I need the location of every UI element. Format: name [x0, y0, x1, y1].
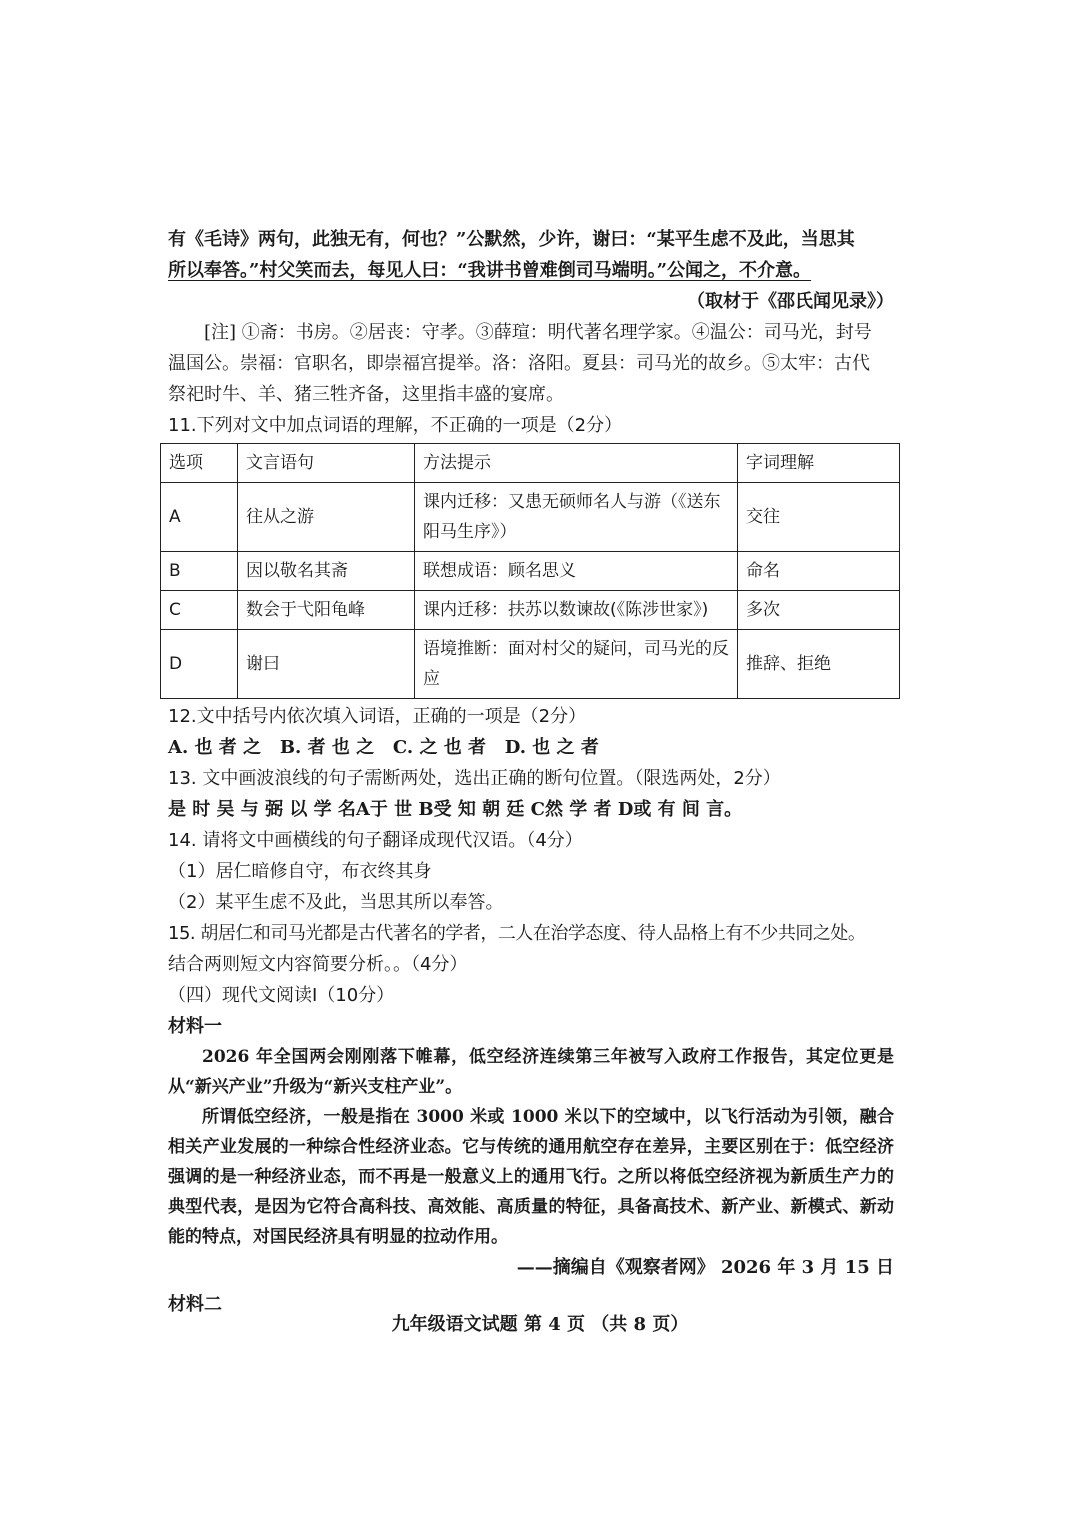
cell-sentence: 谢曰 — [238, 630, 415, 699]
cell-option: A — [161, 483, 238, 552]
exam-page — [168, 224, 894, 1320]
cell-method: 课内迁移：扶苏以数谏故(《陈涉世家》) — [415, 591, 738, 630]
q11-table — [160, 443, 900, 699]
material-1-para-1: 2026 年全国两会刚刚落下帷幕，低空经济连续第三年被写入政府工作报告，其定位更是从“新兴产业”升级为“新兴支柱产业”。 — [168, 1047, 894, 1097]
passage-line-2 — [168, 255, 894, 286]
col-header-sentence: 文言语句 — [238, 444, 415, 483]
material-2-label: 材料二 — [168, 1294, 222, 1315]
notes-line-2: 温国公。崇福：官职名，即崇福宫提举。洛：洛阳。夏县：司马光的故乡。⑤太牢：古代 — [168, 353, 870, 374]
cell-meaning: 命名 — [738, 552, 900, 591]
q15-line-2: 结合两则短文内容简要分析。。（4分） — [168, 954, 468, 975]
cell-option: B — [161, 552, 238, 591]
q14-item-2: （2）某平生虑不及此，当思其所以奉答。 — [168, 892, 504, 913]
q13-sentence: 是 时 吴 与 弼 以 学 名A于 世 B受 知 朝 廷 C然 学 者 D或 有 间 言。 — [168, 799, 743, 820]
table-row — [161, 630, 900, 699]
material-1-citation: ——摘编自《观察者网》 2026 年 3 月 15 日 — [516, 1257, 894, 1278]
q13-title: 13. 文中画波浪线的句子需断两处，选出正确的断句位置。（限选两处，2分） — [168, 768, 781, 789]
passage-source: （取材于《邵氏闻见录》） — [687, 291, 894, 312]
cell-meaning: 交往 — [738, 483, 900, 552]
page-footer: 九年级语文试题 第 4 页 （共 8 页） — [391, 1314, 689, 1335]
passage-line-1 — [168, 224, 894, 255]
col-header-option: 选项 — [161, 444, 238, 483]
material-1-label: 材料一 — [168, 1016, 222, 1037]
cell-method: 课内迁移：又患无硕师名人与游（《送东阳马生序》） — [415, 483, 738, 552]
col-header-method: 方法提示 — [415, 444, 738, 483]
table-row — [161, 552, 900, 591]
notes-line-3: 祭祀时牛、羊、猪三牲齐备，这里指丰盛的宴席。 — [168, 384, 564, 405]
cell-method: 语境推断：面对村父的疑问，司马光的反应 — [415, 630, 738, 699]
col-header-meaning: 字词理解 — [738, 444, 900, 483]
passage-line-2-text: 所以奉答。”村父笑而去，每见人曰：“我讲书曾难倒司马端明。”公闻之，不介意。 — [168, 260, 812, 281]
table-row — [161, 591, 900, 630]
q14-item-1: （1）居仁暗修自守，布衣终其身 — [168, 861, 432, 882]
q12-options: A. 也 者 之 B. 者 也 之 C. 之 也 者 D. 也 之 者 — [168, 737, 599, 758]
table-row — [161, 483, 900, 552]
cell-option: C — [161, 591, 238, 630]
q11-title: 11.下列对文中加点词语的理解，不正确的一项是（2分） — [168, 415, 623, 436]
material-1-para-2: 所谓低空经济，一般是指在 3000 米或 1000 米以下的空域中，以飞行活动为引领，融合相关产业发展的一种综合性经济业态。它与传统的通用航空存在差异，主要区别在于：低空经济强调的是一种经济业态，而不再是一般意义上的通用飞行。之所以将低空经济视为新质生产力的典型代表，是因为它符合高科技、高效能、高质量的特征，具备高技术、新产业、新模式、新动能的特点，对国民经济具有明显的拉动作用。 — [168, 1107, 894, 1247]
q14-title: 14. 请将文中画横线的句子翻译成现代汉语。（4分） — [168, 830, 583, 851]
passage-line-1-text: 有《毛诗》两句，此独无有，何也？”公默然，少许，谢曰：“某平生虑不及此，当思其 — [168, 229, 855, 250]
notes-line-1: [注] ①斋：书房。②居丧：守孝。③薛瑄：明代著名理学家。④温公：司马光，封号 — [204, 322, 872, 343]
cell-meaning: 多次 — [738, 591, 900, 630]
cell-option: D — [161, 630, 238, 699]
cell-sentence: 数会于弋阳龟峰 — [238, 591, 415, 630]
cell-sentence: 因以敬名其斋 — [238, 552, 415, 591]
table-header-row — [161, 444, 900, 483]
cell-method: 联想成语：顾名思义 — [415, 552, 738, 591]
q15-line-1: 15. 胡居仁和司马光都是古代著名的学者，二人在治学态度、待人品格上有不少共同之处。 — [168, 923, 866, 944]
q12-title: 12.文中括号内依次填入词语，正确的一项是（2分） — [168, 706, 587, 727]
section-4-title: （四）现代文阅读Ⅰ（10分） — [168, 985, 395, 1006]
cell-sentence: 往从之游 — [238, 483, 415, 552]
cell-meaning: 推辞、拒绝 — [738, 630, 900, 699]
